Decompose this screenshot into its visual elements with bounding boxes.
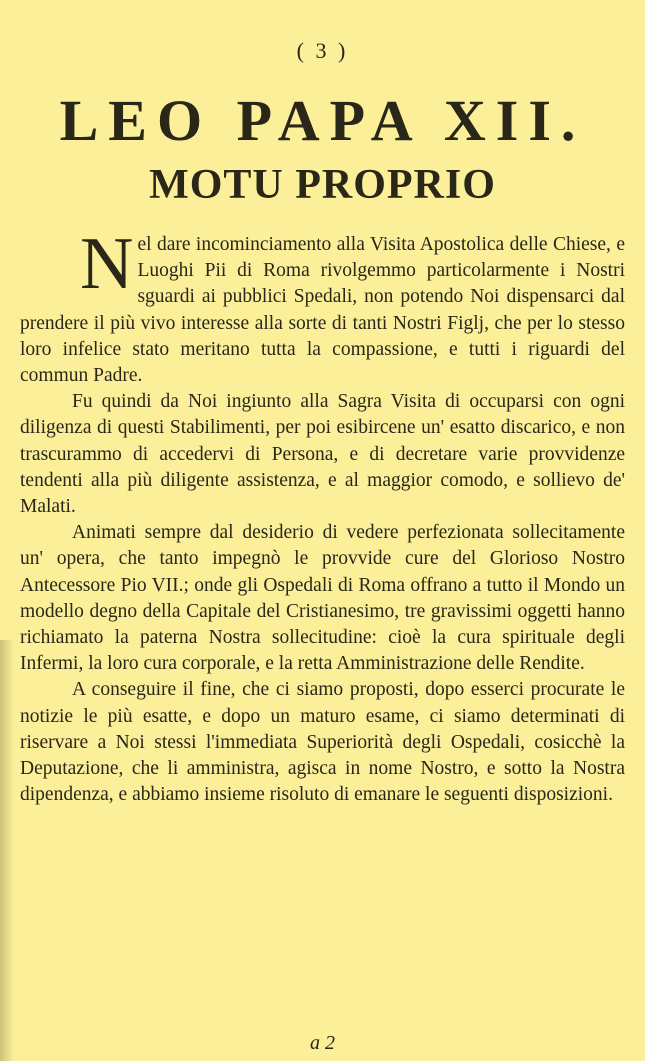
drop-cap: N [80,223,134,305]
binding-shadow [0,640,14,1061]
paragraph-4: A conseguire il fine, che ci siamo proposti, dopo esserci procurate le notizie le più esatte, e dopo un maturo esame, ci siamo determinati di riservare a Noi stessi l'immediata Superiorità degli Ospedali, cosicchè la Deputazione, che li amministra, agisca in nome Nostro, e sotto la Nostra dipendenza, e abbiamo insieme risoluto di emanare le seguenti disposizioni. [20,679,625,806]
paragraph-1 [20,223,625,389]
page-number: ( 3 ) [296,38,349,63]
signature-mark: a 2 [310,1032,335,1054]
body-text [20,223,625,808]
paragraph-2: Fu quindi da Noi ingiunto alla Sagra Visita di occuparsi con ogni diligenza di questi Stabilimenti, per poi esibircene un' esatto discarico, e non trascurammo di accedervi di Persona, e di decretare varie provvidenze tendenti alla più diligente assistenza, e al maggior comodo, e sollievo de' Malati. [20,391,625,518]
paragraph-1-text: el dare incominciamento alla Visita Apostolica delle Chiese, e Luoghi Pii di Roma rivolgemmo particolarmente i Nostri sguardi ai pubblici Spedali, non potendo Noi dispensarci dal prendere il più vivo interesse alla sorte di tanti Nostri Figlj, che per lo stesso loro infelice stato meritano tutta la compassione, e tutti i riguardi del commun Padre. [20,234,625,387]
paragraph-3: Animati sempre dal desiderio di vedere perfezionata sollecitamente un' opera, che tanto impegnò le provvide cure del Glorioso Nostro Antecessore Pio VII.; onde gli Ospedali di Roma offrano a tutto il Mondo un modello degno della Capitale del Cristianesimo, tre gravissimi oggetti hanno richiamato la paterna Nostra sollecitudine: cioè la cura spirituale degli Infermi, la loro cura corporale, e la retta Amministrazione delle Rendite. [20,522,625,675]
document-title: LEO PAPA XII. [59,88,586,153]
document-subtitle: MOTU PROPRIO [149,162,496,208]
